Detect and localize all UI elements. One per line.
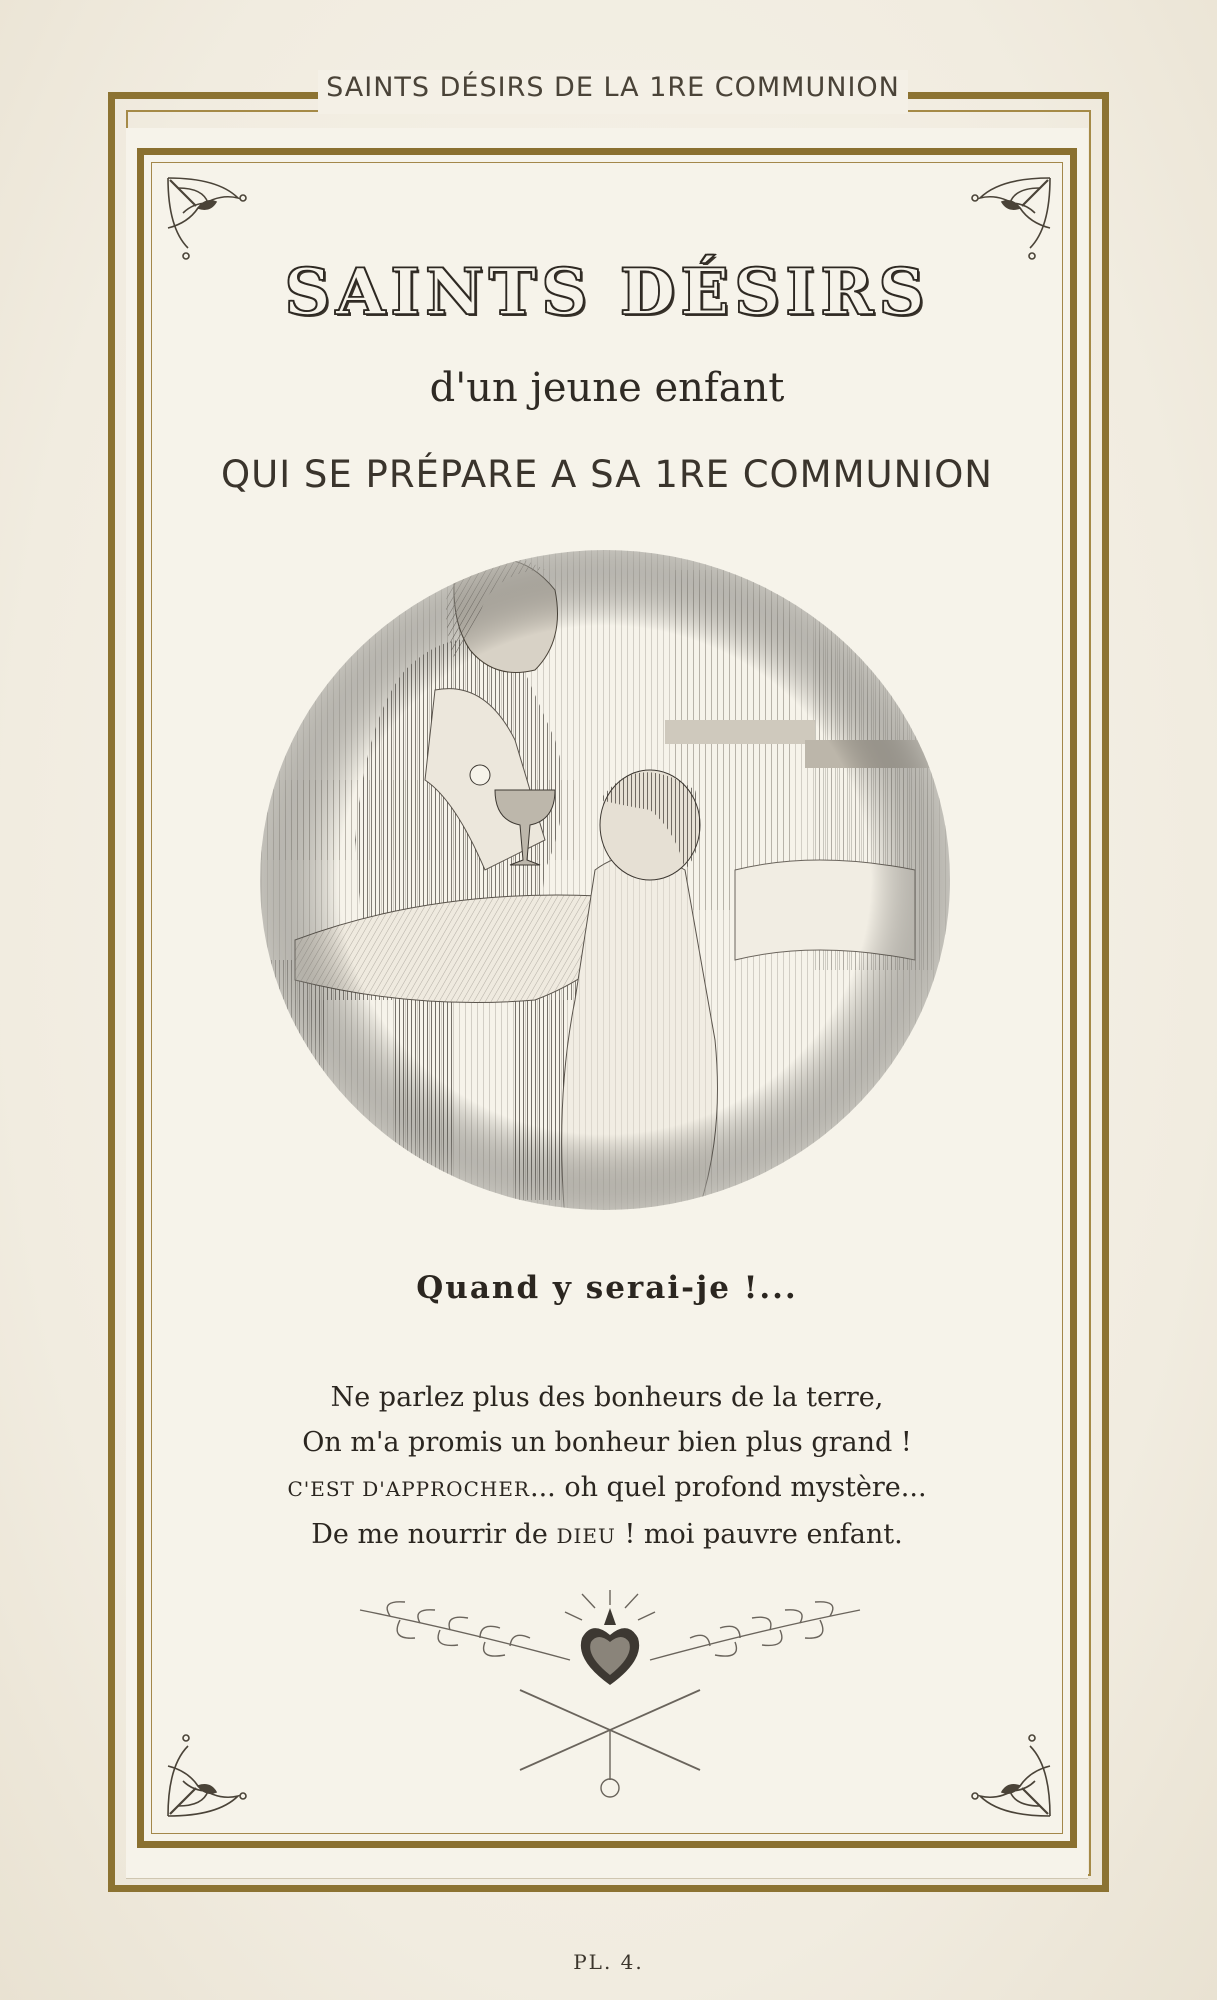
poem-line-3-caps: C'EST D'APPROCHER (287, 1477, 530, 1501)
corner-ornament-bottom-left-icon (158, 1716, 278, 1826)
poem-line-3 (151, 1465, 1063, 1512)
card-subtitle-caps: QUI SE PRÉPARE A SA 1RE COMMUNION (221, 453, 993, 496)
poem-line-1: Ne parlez plus des bonheurs de la terre, (330, 1382, 884, 1413)
poem-line-4 (151, 1512, 1063, 1559)
poem-line-3-rest: ... oh quel profond mystère... (529, 1472, 927, 1503)
card-title: SAINTS DÉSIRS (284, 255, 930, 330)
plate-number: PL. 4. (573, 1950, 644, 1974)
poem-line-4-end: ! moi pauvre enfant. (615, 1519, 903, 1550)
header-title: SAINTS DÉSIRS DE LA 1RE COMMUNION (326, 72, 900, 103)
poem-line-2: On m'a promis un bonheur bien plus grand ! (302, 1427, 912, 1458)
card-subtitle: d'un jeune enfant (429, 365, 785, 411)
corner-ornament-bottom-right-icon (940, 1716, 1060, 1826)
caption: Quand y serai-je !... (416, 1270, 798, 1306)
poem-line-4-caps: DIEU (556, 1524, 616, 1548)
poem-line-4-start: De me nourrir de (311, 1519, 557, 1550)
sacred-heart-emblem-icon (320, 1590, 900, 1800)
communion-engraving (255, 540, 955, 1220)
poem (151, 1375, 1063, 1559)
